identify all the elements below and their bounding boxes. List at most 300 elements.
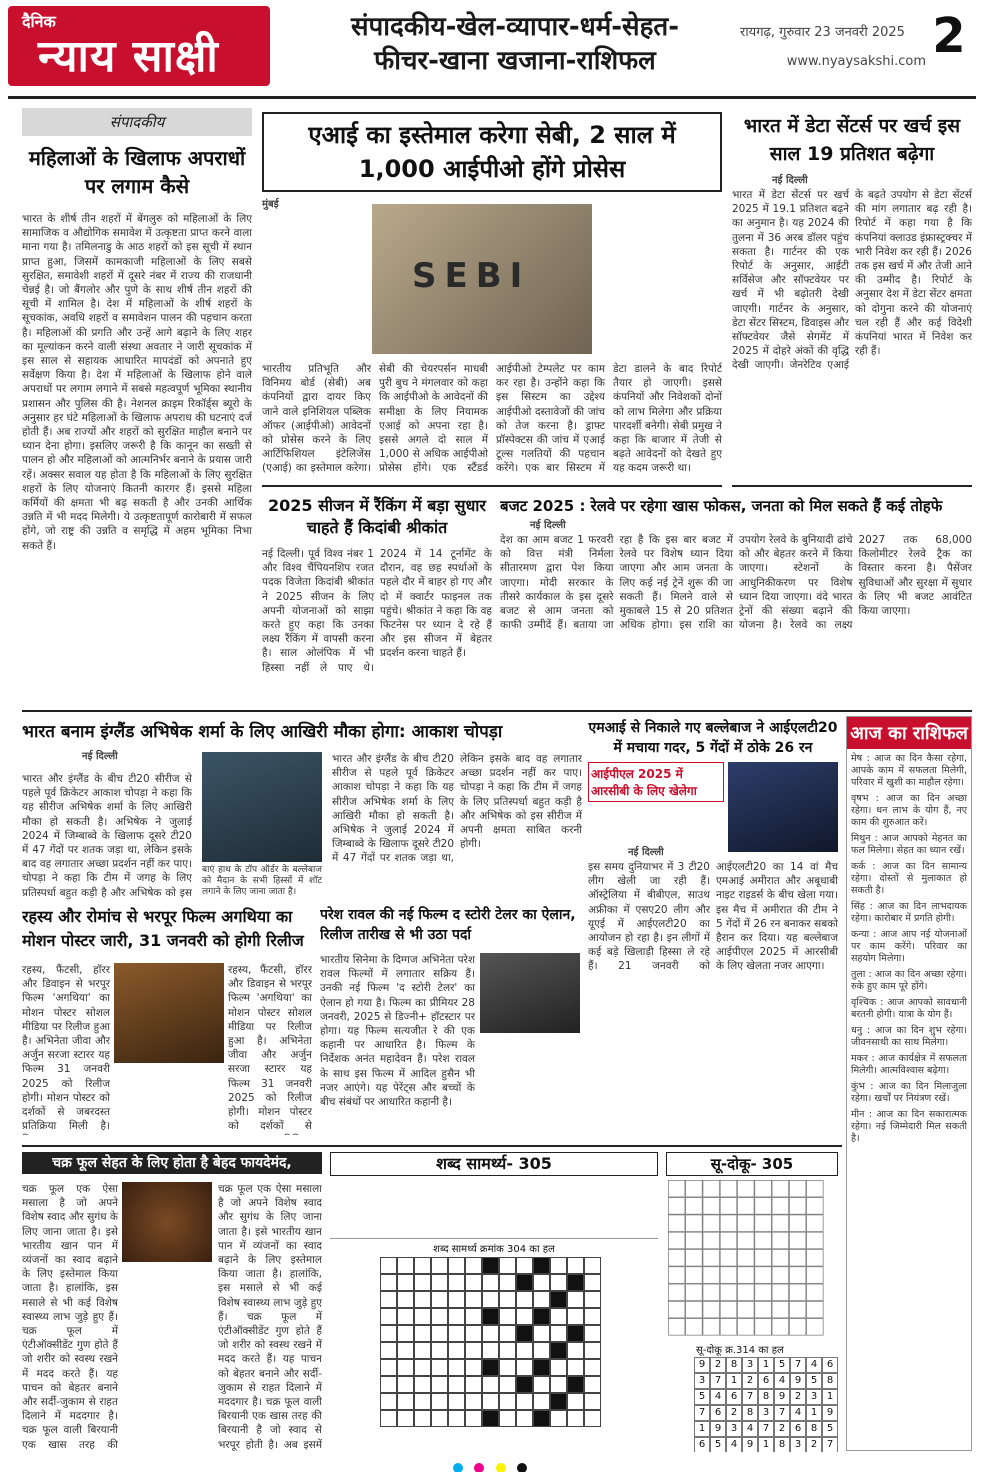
sudoku-cell[interactable] [720, 1249, 737, 1266]
crossword-cell[interactable] [465, 1410, 482, 1427]
crossword-cell[interactable] [482, 1308, 499, 1325]
sudoku-cell[interactable] [720, 1215, 737, 1232]
crossword-cell[interactable] [465, 1257, 482, 1274]
sudoku-cell[interactable] [668, 1249, 685, 1266]
crossword-cell[interactable] [465, 1274, 482, 1291]
crossword-cell[interactable] [380, 1393, 397, 1410]
sudoku-cell[interactable] [789, 1301, 806, 1318]
sudoku-cell[interactable] [685, 1318, 702, 1335]
datacenter-article [732, 112, 972, 487]
sudoku-cell[interactable] [737, 1249, 754, 1266]
sudoku-cell[interactable] [737, 1180, 754, 1197]
sudoku-cell[interactable] [685, 1232, 702, 1249]
sudoku-answer-cell: 3 [742, 1357, 758, 1373]
sudoku-cell[interactable] [754, 1215, 771, 1232]
sudoku-cell[interactable] [685, 1266, 702, 1283]
rashifal-title: आज का राशिफल [847, 717, 971, 749]
sudoku-cell[interactable] [772, 1232, 789, 1249]
crossword-cell[interactable] [550, 1325, 567, 1342]
ipl-article [588, 718, 838, 1138]
sudoku-cell[interactable] [789, 1249, 806, 1266]
sudoku-answer-cell: 8 [758, 1389, 774, 1405]
masthead-logo [8, 6, 270, 86]
sudoku-cell[interactable] [806, 1284, 823, 1301]
lower-divider [22, 1145, 842, 1147]
crossword-cell[interactable] [414, 1274, 431, 1291]
sudoku-cell[interactable] [703, 1249, 720, 1266]
crossword-cell[interactable] [397, 1376, 414, 1393]
cricket-article [22, 720, 582, 900]
sudoku-cell[interactable] [772, 1266, 789, 1283]
crossword-cell[interactable] [567, 1257, 584, 1274]
sudoku-cell[interactable] [789, 1284, 806, 1301]
sudoku-cell[interactable] [772, 1215, 789, 1232]
crossword-grid[interactable] [380, 1257, 658, 1427]
crossword-cell[interactable] [482, 1359, 499, 1376]
sudoku-answer-cell: 5 [710, 1437, 726, 1452]
crossword-cell[interactable] [448, 1359, 465, 1376]
sudoku-cell[interactable] [754, 1318, 771, 1335]
crossword-cell[interactable] [584, 1308, 601, 1325]
crossword-cell[interactable] [533, 1342, 550, 1359]
sudoku-answer-cell: 9 [774, 1389, 790, 1405]
sudoku-answer-cell: 5 [806, 1373, 822, 1389]
sudoku-answer-cell: 6 [694, 1437, 710, 1452]
sudoku-cell[interactable] [806, 1318, 823, 1335]
rashifal-entry: धनु : आज का दिन शुभ रहेगा। जीवनसाथी का साथ मिलेगा। [851, 1025, 967, 1048]
crossword-cell[interactable] [448, 1342, 465, 1359]
sudoku-cell[interactable] [772, 1301, 789, 1318]
crossword-cell[interactable] [380, 1291, 397, 1308]
crossword-cell[interactable] [397, 1291, 414, 1308]
sudoku-cell[interactable] [806, 1301, 823, 1318]
rashifal-entry: कन्या : आज आप नई योजनाओं पर काम करेंगे। परिवार का सहयोग मिलेगा। [851, 929, 967, 964]
sudoku-cell[interactable] [720, 1180, 737, 1197]
sudoku-cell[interactable] [720, 1232, 737, 1249]
crossword-cell[interactable] [397, 1308, 414, 1325]
crossword-cell[interactable] [465, 1291, 482, 1308]
crossword-cell[interactable] [550, 1342, 567, 1359]
crossword-cell[interactable] [482, 1393, 499, 1410]
logo-small-text: दैनिक [22, 12, 56, 31]
sudoku-cell[interactable] [754, 1301, 771, 1318]
sudoku-cell[interactable] [720, 1284, 737, 1301]
sudoku-cell[interactable] [772, 1318, 789, 1335]
masthead-divider [8, 96, 976, 99]
sudoku-cell[interactable] [685, 1284, 702, 1301]
paresh-headline: परेश रावल की नई फिल्म द स्टोरी टेलर का ऐलान, रिलीज तारीख से भी उठा पर्दा [320, 907, 576, 943]
crossword-cell[interactable] [465, 1308, 482, 1325]
sudoku-cell[interactable] [772, 1197, 789, 1214]
crossword-cell[interactable] [516, 1308, 533, 1325]
sudoku-cell[interactable] [703, 1266, 720, 1283]
crossword-cell[interactable] [550, 1359, 567, 1376]
rashifal-list [847, 749, 971, 1153]
crossword-cell[interactable] [533, 1308, 550, 1325]
crossword-cell[interactable] [550, 1410, 567, 1427]
sudoku-cell[interactable] [806, 1232, 823, 1249]
sudoku-cell[interactable] [668, 1301, 685, 1318]
sudoku-cell[interactable] [668, 1318, 685, 1335]
crossword-cell[interactable] [584, 1393, 601, 1410]
sudoku-answer-cell: 2 [774, 1421, 790, 1437]
sudoku-answer-cell: 2 [806, 1437, 822, 1452]
crossword-cell[interactable] [584, 1342, 601, 1359]
sudoku-cell[interactable] [668, 1180, 685, 1197]
crossword-cell[interactable] [482, 1342, 499, 1359]
crossword-cell[interactable] [499, 1376, 516, 1393]
sudoku-answer-cell: 3 [758, 1405, 774, 1421]
rashifal-entry: वृश्चिक : आज आपको सावधानी बरतनी होगी। यात्रा के योग हैं। [851, 997, 967, 1020]
sudoku-answer-cell: 2 [790, 1389, 806, 1405]
sudoku-cell[interactable] [772, 1249, 789, 1266]
sudoku-cell[interactable] [737, 1197, 754, 1214]
crossword-cell[interactable] [499, 1291, 516, 1308]
website-link[interactable]: www.nyaysakshi.com [786, 54, 926, 69]
crossword-cell[interactable] [550, 1274, 567, 1291]
agathiya-article [22, 905, 312, 1135]
ipl-subhead: आईपीएल 2025 में आरसीबी के लिए खेलेगा [588, 762, 724, 802]
rashifal-entry: तुला : आज का दिन अच्छा रहेगा। रुके हुए काम पूरे होंगे। [851, 969, 967, 992]
ipl-image [728, 762, 838, 852]
crossword-cell[interactable] [516, 1342, 533, 1359]
crossword-cell[interactable] [414, 1410, 431, 1427]
crossword-cell[interactable] [397, 1274, 414, 1291]
srikanth-body: नई दिल्ली। पूर्व विश्व नंबर 1 और विश्व चैंपियनशिप रजत पदक विजेता किदांबी श्रीकांत ने 2025 सीजन के लिए अपनी योजनाओं को साझा करते हुए कहा कि उनका लक्ष्य रैंकिंग में वापसी करना है। साल ओलंपिक में भी हिस्सा नहीं ले पाए थे। 2024 में 14 टूर्नामेंट के दौरान, वह छह स्पर्धाओं के पहले दौर में बाहर हो गए और दो में क्वार्टर फाइनल तक पहुंचे। श्रीकांत ने कहा कि वह फिटनेस पर ध्यान दे रहे हैं और इस सीजन में बेहतर प्रदर्शन करना चाहते हैं। [262, 548, 492, 674]
crossword-cell[interactable] [397, 1342, 414, 1359]
crossword-cell[interactable] [533, 1393, 550, 1410]
crossword-cell[interactable] [499, 1274, 516, 1291]
crossword-cell[interactable] [584, 1325, 601, 1342]
crossword-cell[interactable] [397, 1257, 414, 1274]
sudoku-cell[interactable] [703, 1284, 720, 1301]
reg-dot [453, 1463, 463, 1472]
sudoku-answer-cell: 5 [774, 1357, 790, 1373]
crossword-cell[interactable] [567, 1308, 584, 1325]
crossword-cell[interactable] [431, 1359, 448, 1376]
crossword-cell[interactable] [516, 1359, 533, 1376]
sudoku-cell[interactable] [703, 1232, 720, 1249]
sudoku-answer-cell: 8 [726, 1357, 742, 1373]
star-anise-image [122, 1182, 212, 1262]
crossword-cell[interactable] [584, 1274, 601, 1291]
sudoku-cell[interactable] [703, 1197, 720, 1214]
crossword-cell[interactable] [550, 1308, 567, 1325]
cricket-image [202, 752, 322, 862]
crossword-cell[interactable] [431, 1376, 448, 1393]
sudoku-cell[interactable] [668, 1284, 685, 1301]
crossword-cell[interactable] [516, 1393, 533, 1410]
crossword-cell[interactable] [448, 1291, 465, 1308]
crossword-cell[interactable] [414, 1342, 431, 1359]
sudoku-cell[interactable] [703, 1215, 720, 1232]
crossword-cell[interactable] [465, 1325, 482, 1342]
crossword-cell[interactable] [380, 1342, 397, 1359]
datacenter-headline: भारत में डेटा सेंटर्स पर खर्च इस साल 19 प्रतिशत बढ़ेगा [743, 115, 961, 165]
crossword-cell[interactable] [550, 1393, 567, 1410]
agathiya-poster-image [114, 963, 224, 1063]
crossword-cell[interactable] [533, 1376, 550, 1393]
crossword-cell[interactable] [397, 1359, 414, 1376]
crossword-cell[interactable] [482, 1274, 499, 1291]
crossword-cell[interactable] [482, 1325, 499, 1342]
sudoku-answer-cell: 1 [758, 1357, 774, 1373]
sudoku-cell[interactable] [685, 1180, 702, 1197]
sudoku-cell[interactable] [754, 1266, 771, 1283]
sebi-headline: एआई का इस्तेमाल करेगा सेबी, 2 साल में 1,000 आईपीओ होंगे प्रोसेस [262, 112, 722, 192]
crossword-cell[interactable] [448, 1274, 465, 1291]
crossword-cell[interactable] [567, 1342, 584, 1359]
crossword-cell[interactable] [499, 1325, 516, 1342]
crossword-cell[interactable] [482, 1376, 499, 1393]
sudoku-cell[interactable] [737, 1301, 754, 1318]
datacenter-body: भारत में डेटा सेंटर्स पर खर्च 2025 में 19.1 प्रतिशत बढ़ने का अनुमान है। यह 2024 की तुलना में 36 अरब डॉलर पहुंच सकता है। गार्टनर की एक रिपोर्ट के अनुसार, आईटी सर्विसेज और सॉफ्टवेयर पर खर्च में भी बढ़ोतरी देखी जाएगी। गार्टनर के अनुसार, डेटा सेंटर सिस्टम, डिवाइस और सॉफ्टवेयर जैसे सेगमेंट में 2025 में दोहरे अंकों की वृद्धि देखी जाएगी। जेनरेटिव एआई के बढ़ते उपयोग से डेटा सेंटर्स की मांग लगातार बढ़ रही है। रिपोर्ट में कहा गया है कि कंपनियां क्लाउड इंफ्रास्ट्रक्चर में भारी निवेश कर रही हैं। 2026 तक इस खर्च में और तेजी आने की उम्मीद है। रिपोर्ट के अनुसार देश में डेटा सेंटर क्षमता को दोगुना करने की योजनाएं चल रही हैं और कई विदेशी कंपनियां भारत में निवेश कर रही हैं। [732, 189, 972, 372]
sudoku-answer-cell: 8 [822, 1373, 838, 1389]
crossword-cell[interactable] [380, 1359, 397, 1376]
crossword-cell[interactable] [397, 1393, 414, 1410]
sebi-image-text: SEBI [412, 256, 531, 296]
reg-dot [496, 1463, 506, 1472]
sudoku-answer-cell: 1 [726, 1373, 742, 1389]
sudoku-cell[interactable] [806, 1249, 823, 1266]
crossword-cell[interactable] [499, 1359, 516, 1376]
crossword-cell[interactable] [516, 1325, 533, 1342]
crossword-cell[interactable] [380, 1410, 397, 1427]
crossword-cell[interactable] [567, 1291, 584, 1308]
sudoku-cell[interactable] [685, 1215, 702, 1232]
sudoku-answer-cell: 1 [758, 1437, 774, 1452]
cricket-body-left: भारत और इंग्लैंड के बीच टी20 सीरीज से पहले पूर्व क्रिकेटर आकाश चोपड़ा ने कहा कि यह सीरीज अभिषेक शर्मा के लिए आखिरी मौका हो सकती है। अभिषेक ने जुलाई 2024 में जिम्बाब्वे के खिलाफ दूसरे टी20 में 47 गेंदों पर शतक जड़ा था, लेकिन इसके बाद वह लगातार अच्छा प्रदर्शन नहीं कर पाए। चोपड़ा ने कहा कि टीम में जगह के लिए प्रतिस्पर्धा बहुत कड़ी है और अभिषेक को इस [22, 773, 192, 899]
crossword-cell[interactable] [567, 1410, 584, 1427]
rashifal-entry: मेष : आज का दिन कैसा रहेगा, आपके काम में सफलता मिलेगी, परिवार में खुशी का माहौल रहेगा। [851, 753, 967, 788]
crossword-cell[interactable] [431, 1257, 448, 1274]
sudoku-answer-cell: 7 [742, 1389, 758, 1405]
sudoku-answer-cell: 9 [710, 1421, 726, 1437]
crossword-cell[interactable] [499, 1410, 516, 1427]
cricket-headline: भारत बनाम इंग्लैंड अभिषेक शर्मा के लिए आखिरी मौका होगा: आकाश चोपड़ा [22, 722, 503, 742]
crossword-answer-label: शब्द सामर्थ्य क्रमांक 304 का हल [433, 1244, 555, 1255]
cricket-image-caption: बाएं हाथ के टॉप ऑर्डर के बल्लेबाज को मैदान के सभी हिस्सों में शॉट लगाने के लिए जाना जाता है। [202, 865, 322, 897]
sudoku-cell[interactable] [668, 1215, 685, 1232]
sudoku-cell[interactable] [789, 1232, 806, 1249]
crossword-cell[interactable] [431, 1325, 448, 1342]
issue-date: रायगढ़, गुरुवार 23 जनवरी 2025 [740, 25, 905, 40]
sudoku-answer-cell: 7 [694, 1405, 710, 1421]
sudoku-cell[interactable] [754, 1284, 771, 1301]
crossword-cell[interactable] [448, 1393, 465, 1410]
sudoku-cell[interactable] [789, 1266, 806, 1283]
sudoku-answer-cell: 4 [790, 1405, 806, 1421]
sudoku-cell[interactable] [754, 1249, 771, 1266]
crossword-cell[interactable] [533, 1274, 550, 1291]
sudoku-answer-cell: 9 [790, 1373, 806, 1389]
crossword-cell[interactable] [516, 1274, 533, 1291]
crossword-cell[interactable] [414, 1308, 431, 1325]
sudoku-answer-cell: 3 [806, 1389, 822, 1405]
paresh-body: भारतीय सिनेमा के दिग्गज अभिनेता परेश रावल फिल्मों में लगातार सक्रिय हैं। उनकी नई फिल्म 'द स्टोरी टेलर' का ऐलान हो गया है। फिल्म का प्रीमियर 28 जनवरी, 2025 से डिज्नी+ हॉटस्टार पर होगा। यह फिल्म सत्यजीत रे की एक कहानी पर आधारित है। फिल्म के निर्देशक अनंत महादेवन हैं। परेश रावल के साथ इस फिल्म में आदिल हुसैन भी नजर आएंगे। यह पेरेंट्स और बच्चों के बीच संबंधों पर आधारित कहानी है। [320, 954, 475, 1109]
sudoku-cell[interactable] [789, 1318, 806, 1335]
sudoku-answer-label: सू-दोकू क्र.314 का हल [696, 1345, 784, 1356]
sebi-image [372, 204, 592, 354]
crossword-cell[interactable] [380, 1308, 397, 1325]
sudoku-cell[interactable] [703, 1301, 720, 1318]
sudoku-cell[interactable] [703, 1318, 720, 1335]
ipl-body: इस समय दुनियाभर में 3 टी20 लीग खेली जा रही हैं। ऑस्ट्रेलिया में बीबीएल, साउथ अफ्रीका में एसए20 लीग और यूएई में आईएलटी20 का आयोजन हो रहा है। इन लीगों में कई बड़े खिलाड़ी हिस्सा ले रहे हैं। 21 जनवरी को आईएलटी20 का 14 वां मैच एमआई अमीरात और अबूधाबी नाइट राइडर्स के बीच खेला गया। इस मैच में अमीरात की टीम ने 5 गेंदों में 26 रन बनाकर सबको हैरान कर दिया। यह बल्लेबाज आईपीएल 2025 में आरसीबी के लिए खेलता नजर आएगा। [588, 861, 838, 973]
crossword-cell[interactable] [550, 1291, 567, 1308]
sudoku-cell[interactable] [789, 1197, 806, 1214]
crossword-cell[interactable] [380, 1274, 397, 1291]
crossword-cell[interactable] [516, 1410, 533, 1427]
sudoku-cell[interactable] [685, 1197, 702, 1214]
crossword-cell[interactable] [516, 1291, 533, 1308]
sudoku-cell[interactable] [737, 1266, 754, 1283]
crossword-cell[interactable] [414, 1257, 431, 1274]
crossword-cell[interactable] [584, 1376, 601, 1393]
sudoku-cell[interactable] [703, 1180, 720, 1197]
sudoku-answer-cell: 6 [822, 1357, 838, 1373]
sudoku-answer-cell: 7 [758, 1421, 774, 1437]
sudoku-cell[interactable] [806, 1215, 823, 1232]
crossword-cell[interactable] [431, 1342, 448, 1359]
logo-title: न्याय साक्षी [38, 31, 219, 82]
health-article [22, 1152, 322, 1452]
cricket-byline: नई दिल्ली [82, 751, 118, 762]
crossword-cell[interactable] [414, 1393, 431, 1410]
sudoku-cell[interactable] [737, 1284, 754, 1301]
editorial-body: भारत के शीर्ष तीन शहरों में बेंगलुरु को महिलाओं के लिए सामाजिक व औद्योगिक समावेश में उत्कृष्टता प्राप्त करने वाला माना गया है। तमिलनाडु के आठ शहरों को इस सूची में स्थान प्राप्त हुआ, जिसमें कामकाजी महिलाओं के लिए सबसे सुरक्षित, समावेशी शहरों में दूसरे नंबर में राज्य की राजधानी चेन्नई है। जो बैंगलोर और पुणे के साथ शीर्ष तीन शहरों की सूची में शामिल है। देश में महिलाओं के शीर्ष शहरों के सूचकांक, अवधि शहरों व समावेशन पालन की पहचान करता है। महिलाओं की प्रगति और उन्हें आगे बढ़ाने के लिए शहर का मूल्यांकन करने वाली संस्था अवतार ने जारी सूचकांक में इस साल से सहायक आधारित मापदंडों को अपनाते हुए सर्वेक्षण किया है। देश में महिलाओं के खिलाफ होने वाले अपराधों पर लगाम लगाने में सबसे महत्वपूर्ण भूमिका स्थानीय प्रशासन और पुलिस की है। नेशनल क्राइम रिकॉर्ड्स ब्यूरो के अनुसार हर घंटे महिलाओं के खिलाफ अपराध की घटनाएं दर्ज होती हैं। अब राज्यों और शहरों को सुरक्षित माहौल बनाने पर ध्यान देना होगा। इसलिए जरूरी है कि कानून का सख्ती से पालन हो और महिलाओं को आत्मनिर्भर बनाने के प्रयास जारी रहें। अक्सर सवाल यह होता है कि महिलाओं के लिए सुरक्षित शहरों के लिए योजनाएं कितनी कारगर हैं। इससे महिला कर्मियों की क्षमता भी बढ़ सकती है और उनकी आर्थिक उन्नति में भी मदद मिलेगी। ये उत्कृष्टतापूर्ण कारोबारी में सफल होंगे, जो राष्ट्र की उन्नति व समृद्धि में अहम भूमिका निभा सकते हैं। [22, 213, 252, 552]
crossword-cell[interactable] [584, 1257, 601, 1274]
reg-dot [474, 1463, 484, 1472]
sudoku-cell[interactable] [737, 1232, 754, 1249]
sudoku-answer-cell: 7 [790, 1357, 806, 1373]
crossword-cell[interactable] [533, 1410, 550, 1427]
crossword-cell[interactable] [567, 1393, 584, 1410]
sudoku-cell[interactable] [754, 1180, 771, 1197]
crossword-cell[interactable] [431, 1308, 448, 1325]
sudoku-cell[interactable] [806, 1266, 823, 1283]
crossword-cell[interactable] [448, 1410, 465, 1427]
sudoku-grid[interactable] [668, 1180, 790, 1336]
crossword-cell[interactable] [448, 1257, 465, 1274]
crossword-cell[interactable] [584, 1291, 601, 1308]
sudoku-answer-cell: 4 [774, 1373, 790, 1389]
crossword-cell[interactable] [516, 1376, 533, 1393]
crossword-cell[interactable] [414, 1291, 431, 1308]
crossword-cell[interactable] [499, 1257, 516, 1274]
sudoku-cell[interactable] [737, 1215, 754, 1232]
crossword-cell[interactable] [380, 1257, 397, 1274]
crossword-cell[interactable] [533, 1257, 550, 1274]
sudoku-answer-cell: 6 [726, 1389, 742, 1405]
sudoku-answer-cell: 2 [710, 1357, 726, 1373]
sudoku-answer-cell: 3 [726, 1421, 742, 1437]
crossword-cell[interactable] [465, 1393, 482, 1410]
crossword-cell[interactable] [482, 1257, 499, 1274]
sudoku-cell[interactable] [685, 1249, 702, 1266]
crossword-cell[interactable] [516, 1257, 533, 1274]
budget-headline: बजट 2025 : रेलवे पर रहेगा खास फोकस, जनता को मिल सकते हैं कई तोहफे [500, 497, 943, 515]
crossword-cell[interactable] [482, 1291, 499, 1308]
crossword-cell[interactable] [584, 1410, 601, 1427]
crossword-cell[interactable] [499, 1342, 516, 1359]
crossword-cell[interactable] [499, 1308, 516, 1325]
sudoku-cell[interactable] [754, 1197, 771, 1214]
sudoku-cell[interactable] [668, 1197, 685, 1214]
health-body-cont: चक्र फूल एक ऐसा मसाला है जो अपने विशेष स्वाद और सुगंध के लिए जाना जाता है। इसे भारतीय खान पान में व्यंजनों का स्वाद बढ़ाने के लिए इस्तेमाल किया जाता है। हालांकि, इस मसाले से भी कई विशेष स्वास्थ्य लाभ जुड़े हुए हैं। चक्र फूल में एंटीऑक्सीडेंट गुण होते हैं जो शरीर को स्वस्थ रखने में मदद करते हैं। यह पाचन को बेहतर बनाने और सर्दी-जुकाम से राहत दिलाने में मददगार है। चक्र फूल वाली बिरयानी एक खास तरह की बिरयानी है जो स्वाद से भरपूर होती है। अब इसमें [218, 1183, 322, 1451]
sections-line-1: संपादकीय-खेल-व्यापार-धर्म-सेहत- [350, 12, 680, 42]
sudoku-cell[interactable] [668, 1232, 685, 1249]
ipl-headline: एमआई से निकाले गए बल्लेबाज ने आईएलटी20 में मचाया गदर, 5 गेंदों में ठोके 26 रन [588, 720, 838, 756]
crossword-cell[interactable] [448, 1325, 465, 1342]
crossword-cell[interactable] [431, 1274, 448, 1291]
crossword-cell[interactable] [550, 1376, 567, 1393]
crossword-cell[interactable] [465, 1359, 482, 1376]
crossword-cell[interactable] [380, 1376, 397, 1393]
sudoku-cell[interactable] [789, 1215, 806, 1232]
crossword-cell[interactable] [533, 1325, 550, 1342]
sudoku-cell[interactable] [772, 1180, 789, 1197]
crossword-cell[interactable] [448, 1308, 465, 1325]
crossword-cell[interactable] [584, 1359, 601, 1376]
sudoku-cell[interactable] [806, 1197, 823, 1214]
health-body: चक्र फूल एक ऐसा मसाला है जो अपने विशेष स्वाद और सुगंध के लिए जाना जाता है। इसे भारतीय खान पान में व्यंजनों का स्वाद बढ़ाने के लिए इस्तेमाल किया जाता है। हालांकि, इस मसाले से भी कई विशेष स्वास्थ्य लाभ जुड़े हुए हैं। चक्र फूल में एंटीऑक्सीडेंट गुण होते हैं जो शरीर को स्वस्थ रखने में मदद करते हैं। यह पाचन को बेहतर बनाने और सर्दी-जुकाम से राहत दिलाने में मददगार है। चक्र फूल वाली बिरयानी एक खास तरह की [22, 1183, 118, 1451]
crossword-cell[interactable] [567, 1274, 584, 1291]
masthead-meta [740, 14, 930, 74]
crossword-cell[interactable] [465, 1342, 482, 1359]
sudoku-cell[interactable] [737, 1318, 754, 1335]
crossword-cell[interactable] [380, 1325, 397, 1342]
sudoku-cell[interactable] [685, 1301, 702, 1318]
sudoku-cell[interactable] [772, 1284, 789, 1301]
sudoku-answer-cell: 5 [694, 1389, 710, 1405]
crossword-cell[interactable] [397, 1410, 414, 1427]
sudoku-cell[interactable] [668, 1266, 685, 1283]
crossword-panel [330, 1152, 658, 1452]
crossword-cell[interactable] [533, 1359, 550, 1376]
crossword-cell[interactable] [567, 1359, 584, 1376]
crossword-clues [330, 1180, 658, 1239]
sudoku-cell[interactable] [789, 1180, 806, 1197]
crossword-cell[interactable] [431, 1410, 448, 1427]
crossword-cell[interactable] [567, 1325, 584, 1342]
crossword-cell[interactable] [397, 1325, 414, 1342]
crossword-cell[interactable] [550, 1257, 567, 1274]
sudoku-cell[interactable] [806, 1180, 823, 1197]
sudoku-panel [666, 1152, 838, 1452]
sebi-byline: मुंबई [262, 199, 279, 210]
crossword-cell[interactable] [465, 1376, 482, 1393]
crossword-cell[interactable] [448, 1376, 465, 1393]
budget-byline: नई दिल्ली [530, 520, 566, 531]
sudoku-cell[interactable] [720, 1318, 737, 1335]
rashifal-entry: मीन : आज का दिन सकारात्मक रहेगा। नई जिम्मेदारी मिल सकती है। [851, 1109, 967, 1144]
crossword-cell[interactable] [533, 1291, 550, 1308]
crossword-cell[interactable] [482, 1410, 499, 1427]
sudoku-answer-grid [694, 1357, 838, 1452]
sudoku-answer-cell: 7 [710, 1373, 726, 1389]
crossword-cell[interactable] [414, 1359, 431, 1376]
crossword-cell[interactable] [431, 1393, 448, 1410]
sudoku-cell[interactable] [754, 1232, 771, 1249]
crossword-cell[interactable] [499, 1393, 516, 1410]
crossword-cell[interactable] [431, 1291, 448, 1308]
crossword-cell[interactable] [414, 1325, 431, 1342]
crossword-cell[interactable] [567, 1376, 584, 1393]
crossword-cell[interactable] [414, 1376, 431, 1393]
sudoku-cell[interactable] [720, 1266, 737, 1283]
sudoku-cell[interactable] [720, 1197, 737, 1214]
sudoku-cell[interactable] [720, 1301, 737, 1318]
